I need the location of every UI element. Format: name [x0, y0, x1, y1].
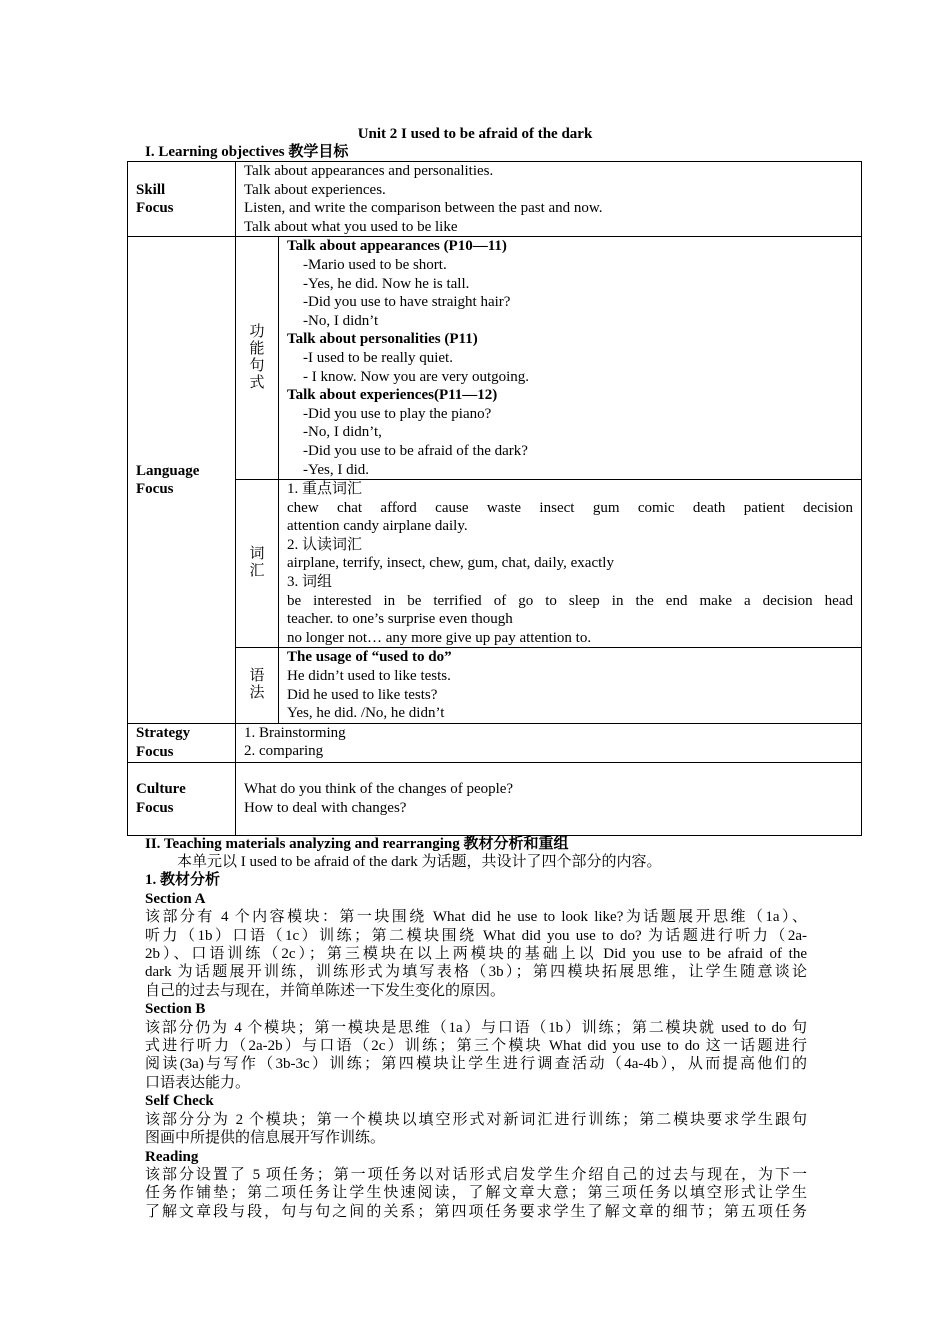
- grammar-heading: The usage of “used to do”: [287, 649, 452, 666]
- grammar-line: Did he used to like tests?: [287, 686, 438, 703]
- dialogue-line: -Mario used to be short.: [303, 256, 447, 273]
- reading-line: 该部分设置了 5 项任务；第一项任务以对话形式启发学生介绍自己的过去与现在，为下一: [145, 1166, 807, 1183]
- strategy-line: 1. Brainstorming: [244, 724, 346, 741]
- section-b-line: 阅读(3a)与写作（3b-3c）训练；第四模块让学生进行调查活动（4a-4b），从而提高他们的: [145, 1056, 807, 1073]
- vocab-line: attention candy airplane daily.: [287, 518, 468, 535]
- self-check-line: 图画中所提供的信息展开写作训练。: [145, 1130, 386, 1147]
- culture-focus-label: [128, 763, 236, 836]
- vocab-line: chew chat afford cause waste insect gum comic death patient decision: [287, 499, 853, 516]
- section-a-line: 该部分有 4 个内容模块：第一块围绕 What did he use to look like?为话题展开思维（1a）、: [145, 909, 807, 926]
- language-focus-label: [128, 237, 236, 723]
- strategy-focus-row: [128, 723, 862, 762]
- vocab-line: no longer not… any more give up pay attention to.: [287, 629, 592, 646]
- grammar-line: He didn’t used to like tests.: [287, 668, 451, 685]
- strategy-focus-label: [128, 723, 236, 762]
- skill-line: Listen, and write the comparison between the past and now.: [244, 200, 603, 217]
- materials-analysis: [145, 853, 807, 1221]
- dialogue-line: - I know. Now you are very outgoing.: [303, 368, 530, 385]
- label-line: Skill: [136, 181, 166, 198]
- objectives-table: [127, 161, 862, 836]
- function-sentences-label: 功能句式: [236, 237, 279, 480]
- skill-line: Talk about experiences.: [244, 181, 386, 198]
- vocabulary-content: [279, 480, 862, 648]
- language-function-row: [128, 237, 862, 480]
- culture-focus-content: [236, 763, 862, 836]
- section-b-line: 式进行听力（2a-2b）与口语（2c）训练；第三个模块 What did you use to do 这一话题进行: [145, 1038, 807, 1055]
- culture-focus-row: [128, 763, 862, 836]
- label-line: Focus: [136, 800, 174, 816]
- strategy-line: 2. comparing: [244, 743, 324, 760]
- label-line: Focus: [136, 481, 174, 498]
- dialogue-line: -Did you use to play the piano?: [303, 405, 492, 422]
- label-line: Strategy: [136, 725, 191, 742]
- intro-paragraph: 本单元以 I used to be afraid of the dark 为话题，共设计了四个部分的内容。: [177, 854, 662, 870]
- dialogue-line: -Did you use to be afraid of the dark?: [303, 442, 528, 459]
- culture-line: How to deal with changes?: [244, 800, 407, 816]
- dialogue-line: -Yes, I did.: [303, 461, 369, 478]
- reading-heading: Reading: [145, 1148, 199, 1165]
- culture-line: What do you think of the changes of people?: [244, 781, 514, 798]
- strategy-focus-content: [236, 723, 862, 762]
- self-check-line: 该部分分为 2 个模块；第一个模块以填空形式对新词汇进行训练；第二模块要求学生跟句: [145, 1111, 807, 1128]
- section-b-line: 口语表达能力。: [145, 1074, 251, 1091]
- reading-line: 任务作铺垫；第二项任务让学生快速阅读，了解文章大意；第三项任务以填空形式让学生: [145, 1185, 807, 1202]
- section-a-line: 听力（1b）口语（1c）训练；第二模块围绕 What did you use to do? 为话题进行听力（2a-: [145, 927, 807, 944]
- vocabulary-label: 词汇: [236, 480, 279, 648]
- vocab-line: teacher. to one’s surprise even though: [287, 611, 513, 628]
- dialogue-line: -Did you use to have straight hair?: [303, 294, 511, 311]
- section-heading-materials: II. Teaching materials analyzing and rearranging 教材分析和重组: [145, 836, 569, 852]
- reading-line: 了解文章段与段，句与句之间的关系；第四项任务要求学生了解文章的细节；第五项任务: [145, 1203, 807, 1220]
- language-grammar-row: [128, 648, 862, 723]
- label-line: Focus: [136, 743, 174, 760]
- section-a-line: dark 为话题展开训练，训练形式为填写表格（3b）；第四模块拓展思维，让学生随意谈论: [145, 964, 807, 981]
- section-b-heading: Section B: [145, 1001, 206, 1018]
- section-a-heading: Section A: [145, 890, 206, 907]
- vocab-line: 3. 词组: [287, 574, 333, 591]
- vocab-line: be interested in be terrified of go to sleep in the end make a decision head: [287, 592, 853, 609]
- label-line: Focus: [136, 200, 174, 217]
- dialogue-line: -No, I didn’t,: [303, 424, 382, 441]
- dialogue-line: -Yes, he did. Now he is tall.: [303, 275, 470, 292]
- dialogue-line: -No, I didn’t: [303, 312, 379, 329]
- section-a-line: 自己的过去与现在，并简单陈述一下发生变化的原因。: [145, 982, 506, 999]
- vocab-line: airplane, terrify, insect, chew, gum, chat, daily, exactly: [287, 555, 614, 572]
- skill-focus-row: [128, 162, 862, 237]
- skill-focus-content: [236, 162, 862, 237]
- grammar-content: [279, 648, 862, 723]
- function-heading: Talk about experiences(P11—12): [287, 387, 498, 404]
- section-b-line: 该部分仍为 4 个模块；第一模块是思维（1a）与口语（1b）训练；第二模块就 used to do 句: [145, 1019, 807, 1036]
- skill-line: Talk about appearances and personalities.: [244, 163, 494, 179]
- skill-line: Talk about what you used to be like: [244, 218, 458, 235]
- function-sentences-content: [279, 237, 862, 480]
- dialogue-line: -I used to be really quiet.: [303, 349, 453, 366]
- vocab-line: 1. 重点词汇: [287, 481, 363, 498]
- function-heading: Talk about personalities (P11): [287, 331, 478, 348]
- grammar-label: 语法: [236, 648, 279, 723]
- label-line: Culture: [136, 781, 186, 798]
- subheading-analysis: 1. 教材分析: [145, 872, 221, 889]
- section-heading-objectives: I. Learning objectives 教学目标: [145, 144, 349, 160]
- function-heading: Talk about appearances (P10—11): [287, 238, 507, 255]
- section-a-line: 2b）、口语训练（2c）；第三模块在以上两模块的基础上以 Did you use to be afraid of the: [145, 946, 807, 963]
- grammar-line: Yes, he did. /No, he didn’t: [287, 705, 445, 722]
- language-vocab-row: [128, 480, 862, 648]
- label-line: Language: [136, 462, 200, 479]
- vocab-line: 2. 认读词汇: [287, 536, 363, 553]
- self-check-heading: Self Check: [145, 1093, 214, 1110]
- skill-focus-label: [128, 162, 236, 237]
- document-title: Unit 2 I used to be afraid of the dark: [357, 126, 593, 142]
